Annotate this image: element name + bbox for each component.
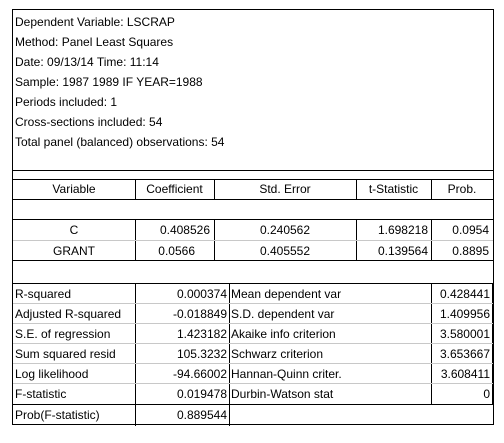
stat-left-value: 0.889544 [176, 408, 227, 422]
stat-left-value: 105.3232 [176, 347, 227, 361]
colheader-bottom-border [13, 199, 493, 200]
stat-right-label: Akaike info criterion [231, 327, 336, 341]
coef-row-c-t-statistic: 1.698218 [377, 223, 428, 237]
method-line: Method: Panel Least Squares [15, 35, 174, 49]
total-panel-line: Total panel (balanced) observations: 54 [15, 135, 225, 149]
coef-row-grant-std-error: 0.405552 [259, 244, 311, 258]
stat-left-value: -94.66002 [172, 367, 227, 381]
stat-right-label: Hannan-Quinn criter. [231, 367, 342, 381]
stat-left-value: -0.018849 [172, 307, 227, 321]
col-header-coefficient: Coefficient [146, 182, 203, 196]
coef-row-c-variable: C [69, 223, 79, 237]
col-header-t-statistic: t-Statistic [368, 182, 419, 196]
coef-row-grant-coefficient: 0.0566 [158, 244, 195, 258]
coef-row-c-prob: 0.0954 [452, 223, 489, 237]
stat-left-label: Log likelihood [15, 367, 89, 381]
stat-right-value: 0.428441 [439, 287, 490, 301]
stat-right-label: S.D. dependent var [231, 307, 335, 321]
cross-sections-line: Cross-sections included: 54 [15, 115, 163, 129]
date-time-line: Date: 09/13/14 Time: 11:14 [15, 55, 159, 69]
stat-left-value: 0.019478 [176, 387, 227, 401]
regression-output-sheet [12, 9, 494, 425]
stat-right-label: Durbin-Watson stat [231, 387, 334, 401]
sample-line: Sample: 1987 1989 IF YEAR=1988 [15, 75, 203, 89]
header-divider [13, 170, 493, 171]
stat-right-value: 1.409956 [439, 307, 490, 321]
stat-left-label: R-squared [15, 287, 72, 301]
stat-right-label: Schwarz criterion [231, 347, 324, 361]
col-header-std-error: Std. Error [259, 182, 311, 196]
coef-row-c-coefficient: 0.408526 [159, 223, 210, 237]
periods-line: Periods included: 1 [15, 95, 118, 109]
stat-right-value: 3.608411 [440, 367, 490, 381]
coef-row-grant-prob: 0.8895 [452, 244, 489, 258]
stat-right-label: Mean dependent var [231, 287, 342, 301]
coef-row-grant-t-statistic: 0.139564 [377, 244, 428, 258]
stat-right-value: 0 [483, 387, 490, 401]
stat-left-label: F-statistic [15, 387, 67, 401]
col-header-variable: Variable [52, 182, 96, 196]
stat-left-value: 0.000374 [176, 287, 227, 301]
stat-left-value: 1.423182 [176, 327, 227, 341]
stat-left-label: Adjusted R-squared [15, 307, 122, 321]
dependent-variable-line: Dependent Variable: LSCRAP [15, 15, 175, 29]
coef-row-grant-variable: GRANT [53, 244, 95, 258]
stat-right-value: 3.580001 [439, 327, 490, 341]
stat-left-label: S.E. of regression [15, 327, 111, 341]
col-header-prob: Prob. [447, 182, 477, 196]
stat-right-value: 3.653667 [439, 347, 490, 361]
stat-left-label: Sum squared resid [15, 347, 116, 361]
coef-row-c-std-error: 0.240562 [259, 223, 311, 237]
stat-left-label: Prob(F-statistic) [15, 408, 100, 422]
stats-divider-4 [492, 283, 493, 405]
